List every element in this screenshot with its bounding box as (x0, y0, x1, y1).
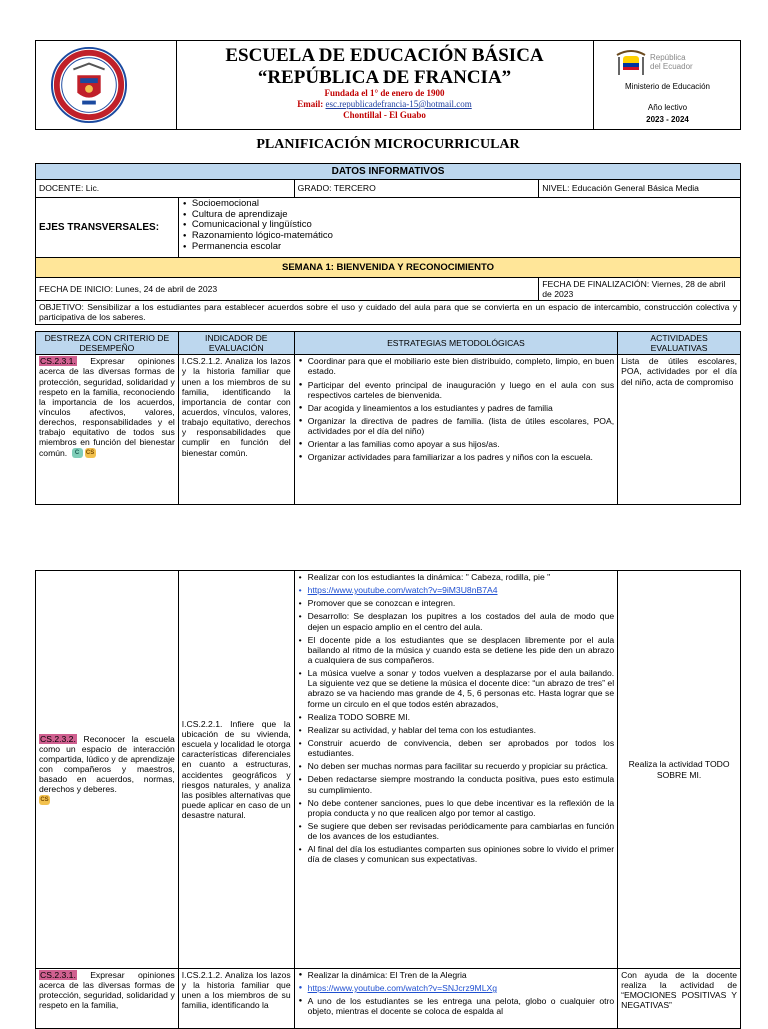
docente-cell: DOCENTE: Lic. (36, 180, 295, 198)
eje-item: ● Razonamiento lógico-matemático (192, 231, 737, 242)
ejes-list (182, 199, 737, 252)
video-link[interactable]: • https://www.youtube.com/watch?v=9iM3U8nB7A4 (308, 585, 615, 595)
school-name-line2: “REPÚBLICA DE FRANCIA” (257, 67, 512, 88)
fecha-fin-cell: FECHA DE FINALIZACIÓN: Viernes, 28 de abril de 2023 (539, 278, 741, 301)
ecuador-line1: República (650, 53, 686, 62)
ministry-cell (593, 41, 741, 129)
eje-item: ● Cultura de aprendizaje (192, 210, 737, 221)
indicador-cell: I.CS.2.1.2. Analiza los lazos y la historia familiar que unen a los miembros de su familia, identificando la (178, 969, 294, 1029)
list-item: • Promover que se conozcan e integren. (308, 598, 615, 608)
seal-cell (36, 41, 177, 129)
estrategias-list (298, 356, 614, 462)
location-text: Chontillal - El Guabo (343, 110, 426, 120)
estrategias-cell (294, 355, 617, 505)
actividades-cell: Con ayuda de la docente realiza la actividad de “EMOCIONES POSITIVAS Y NEGATIVAS” (618, 969, 741, 1029)
list-item: • No debe contener sanciones, pues lo que debe incentivar es la reflexión de la propia conducta y no que realicen algo por temor al castigo. (308, 798, 615, 818)
list-item: • Realizar con los estudiantes la dinámica: " Cabeza, rodilla, pie " (308, 572, 615, 582)
ministry-text: Ministerio de Educación (625, 82, 710, 91)
estrategias-list (298, 970, 615, 1017)
destreza-tag: CS.2.3.1. (40, 970, 76, 980)
col-estrategias: ESTRATEGIAS METODOLÓGICAS (294, 332, 617, 355)
school-name-line1: ESCUELA DE EDUCACIÓN BÁSICA (225, 45, 544, 66)
list-item: ● Organizar la directiva de padres de familia. (lista de útiles escolares, POA, actividades por el día del niño) (308, 416, 614, 436)
video-link[interactable]: ● https://www.youtube.com/watch?v=SNJcrz9MLXg (308, 983, 615, 993)
objetivo-cell: OBJETIVO: Sensibilizar a los estudiantes para establecer acuerdos sobre el uso y cuidado del aula para que se convierta en un espacio de intercambio, construcción colectiva y participativa de los saberes. (36, 301, 741, 324)
eje-item: ● Comunicacional y lingüístico (192, 220, 737, 231)
list-item: • Desarrollo: Se desplazan los pupitres a los costados del aula de modo que dejen un espacio amplio en el centro del aula. (308, 611, 615, 631)
ejes-label: EJES TRANSVERSALES: (36, 198, 179, 258)
school-year-value: 2023 - 2024 (646, 115, 689, 124)
school-year-label: Año lectivo (647, 103, 688, 112)
list-item: • La música vuelve a sonar y todos vuelven a desplazarse por el aula bailando. La siguiente vez que se detiene la música el docente dice: “un abrazo de tres” el abrazo se va haciendo mas grande de 4, 5, 6 personas etc. Hasta lograr que se forme un circulo en el que todos estén abrazados, (308, 668, 615, 709)
cs-badge-icon: CS (85, 450, 95, 457)
list-item: ● A uno de los estudiantes se les entrega una pelota, globo o cualquier otro objeto, mientras el docente se coloca de espalda al (308, 996, 615, 1016)
list-item: • El docente pide a los estudiantes que se desplacen libremente por el aula bailando al ritmo de la música y cuando esta se detiene les pide den un abrazo a cualquiera de sus compañeros. (308, 635, 615, 665)
table-row (36, 355, 741, 505)
list-item: ● Dar acogida y lineamientos a los estudiantes y padres de familia (308, 403, 614, 413)
actividades-cell: Lista de útiles escolares, POA, actividades por el día del niño, acta de compromiso (618, 355, 741, 505)
estrategias-cell (294, 969, 618, 1029)
grado-cell: GRADO: TERCERO (294, 180, 539, 198)
week-title: SEMANA 1: BIENVENIDA Y RECONOCIMIENTO (36, 258, 741, 278)
list-item: • Realizar su actividad, y hablar del tema con los estudiantes. (308, 725, 615, 735)
plan-title: PLANIFICACIÓN MICROCURRICULAR (256, 137, 520, 152)
list-item: • Se sugiere que deben ser revisadas periódicamente para cambiarlas en función de los avances de los estudiantes. (308, 821, 615, 841)
list-item: ● Realizar la dinámica: El Tren de la Alegria (308, 970, 615, 980)
info-table (35, 163, 741, 325)
eje-item: ● Socioemocional (192, 199, 737, 210)
table-row (36, 571, 741, 969)
destreza-tag: CS.2.3.1. (40, 356, 76, 367)
email-label: Email: (297, 99, 324, 109)
list-item: ● Orientar a las familias como apoyar a sus hijos/as. (308, 439, 614, 449)
founded-text: Fundada el 1° de enero de 1900 (324, 88, 445, 98)
destreza-cell (36, 969, 179, 1029)
eje-item: ● Permanencia escolar (192, 242, 737, 253)
nivel-cell: NIVEL: Educación General Básica Media (539, 180, 741, 198)
list-item: • Deben redactarse siempre mostrando la conducta positiva, pues esto estimula su cumplimiento. (308, 774, 615, 794)
list-item: ● Coordinar para que el mobiliario este bien distribuido, completo, limpio, en buen estado. (308, 356, 614, 376)
fecha-inicio-cell: FECHA DE INICIO: Lunes, 24 de abril de 2023 (36, 278, 539, 301)
list-item: ● Participar del evento principal de inauguración y luego en el aula con sus respectivos carteles de bienvenida. (308, 380, 614, 400)
destreza-text: Expresar opiniones acerca de las diversas formas de protección, seguridad, solidaridad y respeto en la familia, (39, 970, 175, 1011)
col-indicador: INDICADOR DE EVALUACIÓN (178, 332, 294, 355)
planning-table (35, 331, 741, 505)
destreza-cell (36, 355, 179, 505)
c-badge-icon: C (72, 448, 83, 458)
list-item: • Construir acuerdo de convivencia, deben ser aprobados por todos los estudiantes. (308, 738, 615, 758)
ecuador-line2: del Ecuador (650, 62, 693, 71)
school-seal-logo (50, 46, 128, 124)
col-actividades: ACTIVIDADES EVALUATIVAS (618, 332, 741, 355)
ejes-cell (178, 198, 740, 258)
email-line (176, 99, 593, 109)
destreza-text: Reconocer la escuela como un espacio de interacción compartida, lúdico y de aprendizaje con compañeros y maestros, basado en acuerdos, normas, derechos y deberes. (39, 733, 175, 795)
list-item: • No deben ser muchas normas para facilitar su recuerdo y propiciar su práctica. (308, 761, 615, 771)
estrategias-cell (294, 571, 618, 969)
cs-badge-icon: CS (40, 797, 49, 804)
info-title: DATOS INFORMATIVOS (36, 164, 741, 180)
estrategias-list (298, 572, 615, 865)
indicador-cell: I.CS.2.2.1. Infiere que la ubicación de su vivienda, escuela y localidad le otorga características diferenciales en cuanto a estructuras, accidentes geográficos y riesgos naturales, y analiza las posibles alternativas que puede aplicar en caso de un desastre natural. (178, 571, 294, 969)
destreza-tag: CS.2.3.2. (40, 733, 76, 744)
email-link[interactable]: esc.republicadefrancia-15@hotmail.com (325, 99, 472, 109)
indicador-cell: I.CS.2.1.2. Analiza los lazos y la historia familiar que unen a los miembros de su familia, identificando la importancia de contar con acuerdos, vínculos, valores, trabajo equitativo, derechos y responsabilidades que cumplir en función del bienestar común. (178, 355, 294, 505)
planning-table-continued (35, 570, 741, 1029)
destreza-text: Expresar opiniones acerca de las diversas formas de protección, seguridad, solidaridad y respeto en la familia, reconociendo la importancia de los acuerdos, vínculos afectivos, valores, derechos, responsabilidades y el trabajo equitativo de todos sus miembros en función del bienestar común. (39, 356, 175, 458)
header-box (35, 40, 741, 130)
list-item: • Al final del día los estudiantes comparten sus opiniones sobre lo vivido el primer día de clases y comunican sus expectativas. (308, 844, 615, 864)
ecuador-emblem-icon (614, 49, 648, 79)
list-item: ● Organizar actividades para familiarizar a los padres y niños con la escuela. (308, 452, 614, 462)
table-row (36, 969, 741, 1029)
actividades-cell: Realiza la actividad TODO SOBRE MI. (618, 571, 741, 969)
col-destreza: DESTREZA CON CRITERIO DE DESEMPEÑO (36, 332, 179, 355)
list-item: • Realiza TODO SOBRE MI. (308, 712, 615, 722)
destreza-cell (36, 571, 179, 969)
